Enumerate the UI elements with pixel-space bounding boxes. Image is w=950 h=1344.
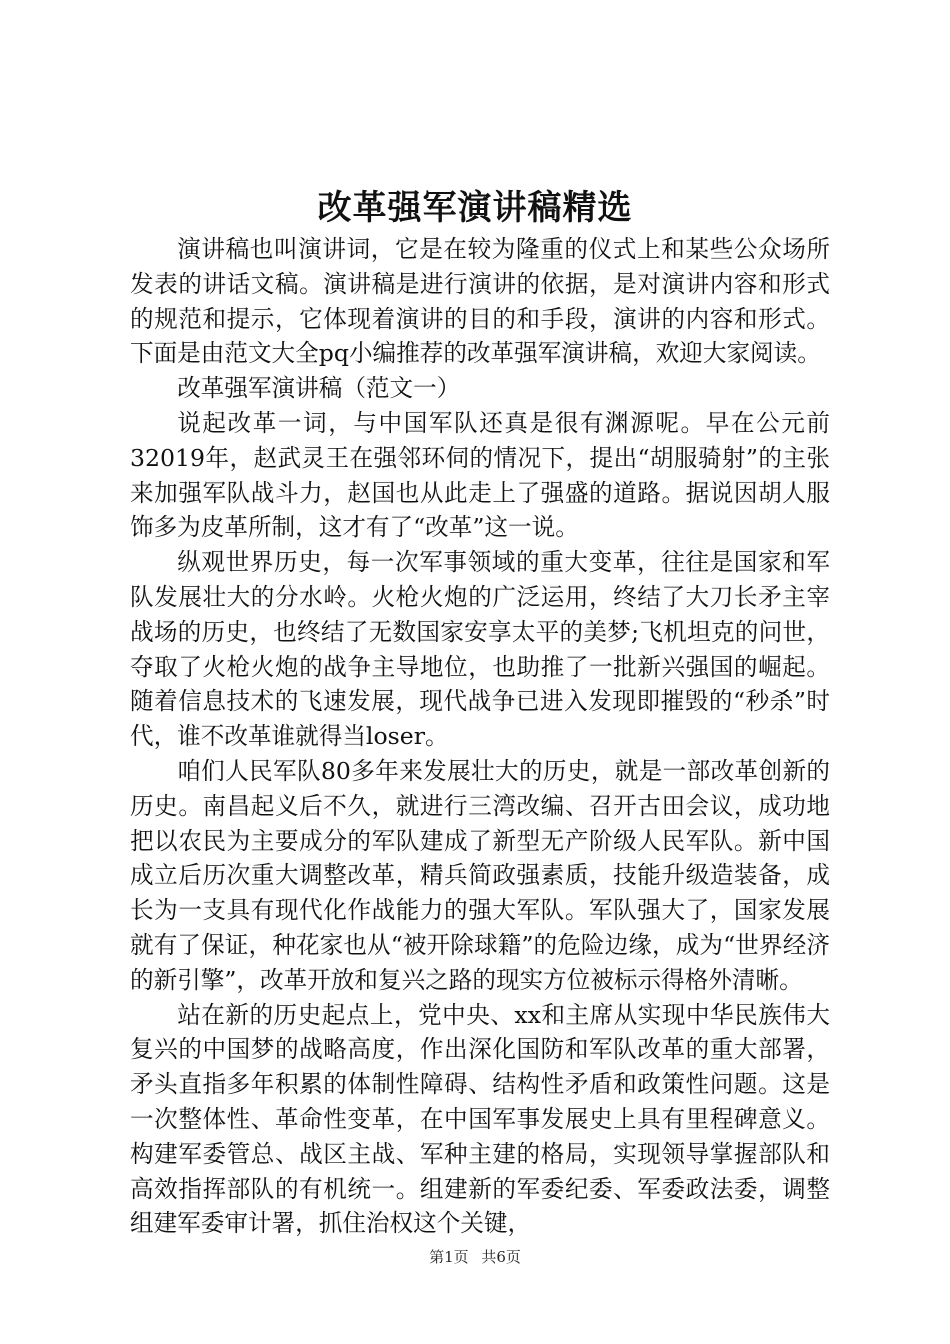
page-footer: [0, 1246, 950, 1268]
paragraph: 咱们人民军队80多年来发展壮大的历史，就是一部改革创新的历史。南昌起义后不久，就进行三湾改编、召开古田会议，成功地把以农民为主要成分的军队建成了新型无产阶级人民军队。新中国成立后历次重大调整改革，精兵简政强素质，技能升级造装备，成长为一支具有现代化作战能力的强大军队。军队强大了，国家发展就有了保证，种花家也从“被开除球籍”的危险边缘，成为“世界经济的新引擎”，改革开放和复兴之路的现实方位被标示得格外清晰。: [130, 756, 830, 994]
page-total: 共6页: [481, 1248, 521, 1266]
paragraph: 站在新的历史起点上，党中央、xx和主席从实现中华民族伟大复兴的中国梦的战略高度，作出深化国防和军队改革的重大部署，矛头直指多年积累的体制性障碍、结构性矛盾和政策性问题。这是一次整体性、革命性变革，在中国军事发展史上具有里程碑意义。构建军委管总、战区主战、军种主建的格局，实现领导掌握部队和高效指挥部队的有机统一。组建新的军委纪委、军委政法委，调整组建军委审计署，抓住治权这个关键，: [130, 1000, 830, 1238]
paragraph-intro: 演讲稿也叫演讲词，它是在较为隆重的仪式上和某些公众场所发表的讲话文稿。演讲稿是进行演讲的依据，是对演讲内容和形式的规范和提示，它体现着演讲的目的和手段，演讲的内容和形式。下面是由范文大全pq小编推荐的改革强军演讲稿，欢迎大家阅读。: [130, 235, 830, 368]
paragraph: 纵观世界历史，每一次军事领域的重大变革，往往是国家和军队发展壮大的分水岭。火枪火炮的广泛运用，终结了大刀长矛主宰战场的历史，也终结了无数国家安享太平的美梦;飞机坦克的问世，夺取了火枪火炮的战争主导地位，也助推了一批新兴强国的崛起。随着信息技术的飞速发展，现代战争已进入发现即摧毁的“秒杀”时代，谁不改革谁就得当loser。: [130, 548, 830, 751]
document-body: [130, 232, 830, 1241]
section-heading: 改革强军演讲稿（范文一）: [177, 374, 461, 403]
page-number: 第1页: [429, 1248, 469, 1266]
paragraph: 说起改革一词，与中国军队还真是很有渊源呢。早在公元前32019年，赵武灵王在强邻环伺的情况下，提出“胡服骑射”的主张来加强军队战斗力，赵国也从此走上了强盛的道路。据说因胡人服饰多为皮革所制，这才有了“改革”这一说。: [130, 408, 830, 542]
document-title: 改革强军演讲稿精选: [317, 188, 633, 228]
